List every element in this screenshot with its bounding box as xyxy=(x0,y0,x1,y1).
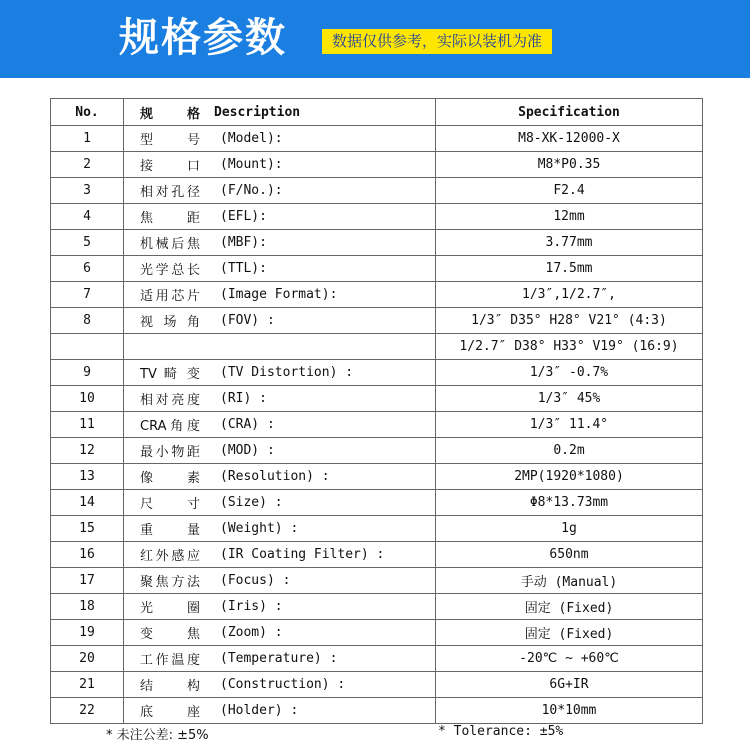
row-description xyxy=(124,308,436,334)
header-specification: Specification xyxy=(436,99,703,126)
description-en: (IR Coating Filter) : xyxy=(220,547,385,562)
row-description xyxy=(124,178,436,204)
row-number: 9 xyxy=(51,360,124,386)
row-number: 18 xyxy=(51,594,124,620)
description-cn: 适用芯片 xyxy=(140,289,200,304)
row-description xyxy=(124,516,436,542)
row-number: 3 xyxy=(51,178,124,204)
description-cn: 像 素 xyxy=(140,471,200,486)
row-number: 1 xyxy=(51,126,124,152)
spec-table xyxy=(50,98,703,724)
table-row xyxy=(51,386,703,412)
row-number: 7 xyxy=(51,282,124,308)
row-number: 5 xyxy=(51,230,124,256)
table-row xyxy=(51,568,703,594)
header-no: No. xyxy=(51,99,124,126)
description-cn: 重 量 xyxy=(140,523,200,538)
table-row xyxy=(51,698,703,724)
row-number: 21 xyxy=(51,672,124,698)
row-description xyxy=(124,230,436,256)
row-specification: 0.2m xyxy=(436,438,703,464)
row-description xyxy=(124,698,436,724)
table-row xyxy=(51,620,703,646)
description-cn: 最小物距 xyxy=(140,445,200,460)
header-description xyxy=(124,99,436,126)
row-specification: 10*10mm xyxy=(436,698,703,724)
row-specification: 650nm xyxy=(436,542,703,568)
description-en: (Weight) : xyxy=(220,521,299,536)
row-number: 20 xyxy=(51,646,124,672)
row-specification: Φ8*13.73mm xyxy=(436,490,703,516)
description-cn: 焦 距 xyxy=(140,211,200,226)
description-cn: 接 口 xyxy=(140,159,200,174)
row-specification: 1/3″ D35° H28° V21° (4:3) xyxy=(436,308,703,334)
row-specification: 固定 (Fixed) xyxy=(436,594,703,620)
description-en: (Size) : xyxy=(220,495,283,510)
row-specification: 1/2.7″ D38° H33° V19° (16:9) xyxy=(436,334,703,360)
description-cn: 工作温度 xyxy=(140,653,200,668)
row-specification: 1/3″ 11.4° xyxy=(436,412,703,438)
table-header-row xyxy=(51,99,703,126)
table-row xyxy=(51,542,703,568)
row-specification: 3.77mm xyxy=(436,230,703,256)
description-cn: 型 号 xyxy=(140,133,200,148)
table-row xyxy=(51,282,703,308)
description-cn: 相对孔径 xyxy=(140,185,200,200)
description-en: (Temperature) : xyxy=(220,651,338,666)
row-specification: 1/3″ 45% xyxy=(436,386,703,412)
table-row xyxy=(51,516,703,542)
row-specification: 2MP(1920*1080) xyxy=(436,464,703,490)
row-description xyxy=(124,646,436,672)
table-row xyxy=(51,594,703,620)
description-en: (MBF): xyxy=(220,235,267,250)
table-row xyxy=(51,152,703,178)
description-en: (MOD) : xyxy=(220,443,275,458)
row-description xyxy=(124,568,436,594)
row-description xyxy=(124,412,436,438)
description-en: (TV Distortion) : xyxy=(220,365,354,380)
row-description xyxy=(124,360,436,386)
description-cn: 视 场 角 xyxy=(140,315,200,330)
description-cn: CRA角度 xyxy=(140,419,200,434)
row-number: 17 xyxy=(51,568,124,594)
row-specification: -20℃ ~ +60℃ xyxy=(436,646,703,672)
row-description xyxy=(124,438,436,464)
description-cn: 底 座 xyxy=(140,705,200,720)
header-banner xyxy=(0,0,750,78)
row-description xyxy=(124,672,436,698)
row-number: 13 xyxy=(51,464,124,490)
table-row xyxy=(51,178,703,204)
description-en: (Construction) : xyxy=(220,677,346,692)
description-en: (F/No.): xyxy=(220,183,283,198)
row-description xyxy=(124,464,436,490)
row-specification: F2.4 xyxy=(436,178,703,204)
row-description xyxy=(124,334,436,360)
tolerance-note-cn: * 未注公差: ±5% xyxy=(106,728,209,743)
table-row xyxy=(51,646,703,672)
description-en: (Focus) : xyxy=(220,573,291,588)
row-number xyxy=(51,334,124,360)
header-description-en: Description xyxy=(214,104,301,120)
table-row xyxy=(51,230,703,256)
table-row xyxy=(51,412,703,438)
description-cn: 聚焦方法 xyxy=(140,575,200,590)
description-cn: 红外感应 xyxy=(140,549,200,564)
disclaimer-note: 数据仅供参考，实际以装机为准 xyxy=(322,29,552,54)
page-title: 规格参数 xyxy=(119,15,287,61)
row-specification: M8-XK-12000-X xyxy=(436,126,703,152)
spec-table-body xyxy=(51,126,703,724)
description-en: (TTL): xyxy=(220,261,267,276)
description-en: (Image Format): xyxy=(220,287,338,302)
table-row xyxy=(51,672,703,698)
description-cn: TV 畸 变 xyxy=(140,367,200,382)
description-cn: 光 圈 xyxy=(140,601,200,616)
table-row xyxy=(51,308,703,334)
row-specification: 1/3″,1/2.7″, xyxy=(436,282,703,308)
description-en: (FOV) : xyxy=(220,313,275,328)
description-cn: 变 焦 xyxy=(140,627,200,642)
description-en: (RI) : xyxy=(220,391,267,406)
row-number: 8 xyxy=(51,308,124,334)
row-description xyxy=(124,386,436,412)
description-en: (Model): xyxy=(220,131,283,146)
row-number: 10 xyxy=(51,386,124,412)
row-number: 2 xyxy=(51,152,124,178)
row-number: 12 xyxy=(51,438,124,464)
row-specification: 固定 (Fixed) xyxy=(436,620,703,646)
description-en: (EFL): xyxy=(220,209,267,224)
row-specification: 1g xyxy=(436,516,703,542)
row-number: 19 xyxy=(51,620,124,646)
description-cn: 相对亮度 xyxy=(140,393,200,408)
row-number: 11 xyxy=(51,412,124,438)
table-row xyxy=(51,464,703,490)
row-description xyxy=(124,126,436,152)
table-row xyxy=(51,204,703,230)
row-description xyxy=(124,620,436,646)
table-row xyxy=(51,360,703,386)
row-number: 16 xyxy=(51,542,124,568)
row-specification: 12mm xyxy=(436,204,703,230)
header-description-cn: 规 格 xyxy=(140,106,200,122)
tolerance-note-en: * Tolerance: ±5% xyxy=(438,724,564,739)
description-cn: 机械后焦 xyxy=(140,237,200,252)
table-row xyxy=(51,438,703,464)
row-description xyxy=(124,594,436,620)
row-description xyxy=(124,490,436,516)
table-row xyxy=(51,490,703,516)
table-row xyxy=(51,126,703,152)
description-en: (CRA) : xyxy=(220,417,275,432)
row-number: 14 xyxy=(51,490,124,516)
row-description xyxy=(124,204,436,230)
row-number: 22 xyxy=(51,698,124,724)
row-specification: 6G+IR xyxy=(436,672,703,698)
description-en: (Resolution) : xyxy=(220,469,330,484)
row-number: 4 xyxy=(51,204,124,230)
row-description xyxy=(124,282,436,308)
description-en: (Holder) : xyxy=(220,703,299,718)
row-description xyxy=(124,256,436,282)
row-description xyxy=(124,152,436,178)
row-specification: 1/3″ -0.7% xyxy=(436,360,703,386)
table-row xyxy=(51,256,703,282)
row-specification: 手动 (Manual) xyxy=(436,568,703,594)
row-description xyxy=(124,542,436,568)
table-row xyxy=(51,334,703,360)
row-specification: 17.5mm xyxy=(436,256,703,282)
description-en: (Zoom) : xyxy=(220,625,283,640)
row-number: 6 xyxy=(51,256,124,282)
row-number: 15 xyxy=(51,516,124,542)
description-en: (Mount): xyxy=(220,157,283,172)
description-en: (Iris) : xyxy=(220,599,283,614)
description-cn: 结 构 xyxy=(140,679,200,694)
description-cn: 光学总长 xyxy=(140,263,200,278)
description-cn: 尺 寸 xyxy=(140,497,200,512)
row-specification: M8*P0.35 xyxy=(436,152,703,178)
